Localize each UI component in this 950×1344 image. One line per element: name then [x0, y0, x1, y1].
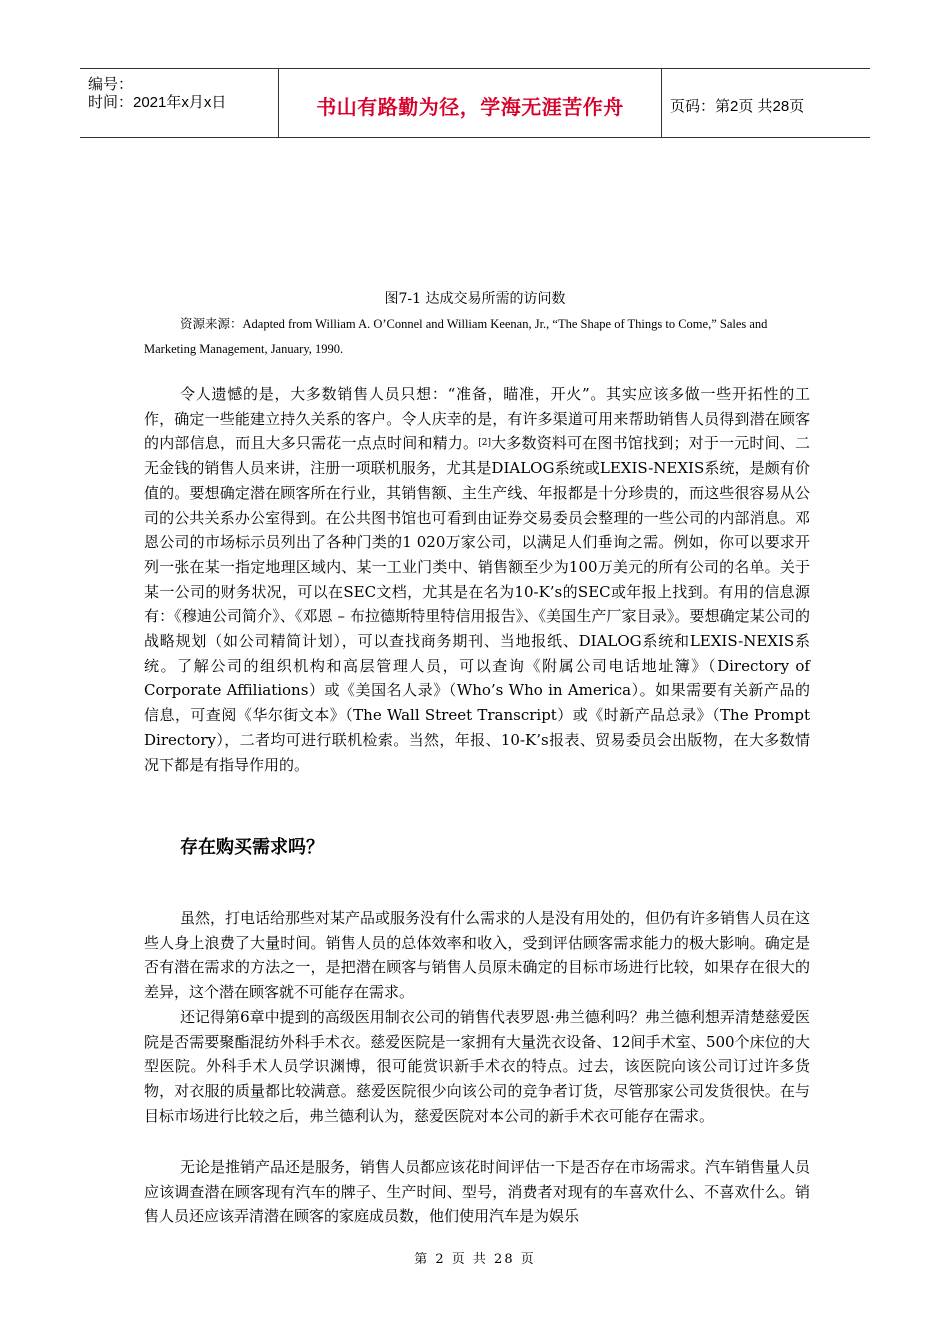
paragraph-example: 还记得第6章中提到的高级医用制衣公司的销售代表罗恩·弗兰德利吗？弗兰德利想弄清楚慈爱医院是否需要聚酯混纺外科手术衣。慈爱医院是一家拥有大量洗衣设备、12间手术室、500个床位的大型医院。外科手术人员学识渊博，很可能赏识新手术衣的特点。过去，该医院向该公司订过许多货物，对衣服的质量都比较满意。慈爱医院很少向该公司的竞争者订货，尽管那家公司发货很快。在与目标市场进行比较之后，弗兰德利认为，慈爱医院对本公司的新手术衣可能存在需求。	[144, 1008, 810, 1125]
paragraph-text: 令人遗憾的是，大多数销售人员只想：“准备，瞄准，开火”。其实应该多做一些开拓性的工作，确定一些能建立持久关系的客户。令人庆幸的是，有许多渠道可用来帮助销售人员得到潜在顾客的内部信息，而且大多只需花一点点时间和精力。	[144, 385, 810, 453]
serial-number-label: 编号：	[88, 76, 134, 93]
motto-text: 书山有路勤为径，学海无涯苦作舟	[316, 95, 624, 119]
page-header	[80, 68, 870, 138]
date-label: 时间：2021年x月x日	[88, 94, 227, 111]
reference-marker: [2]	[478, 438, 491, 449]
paragraph-need-assessment: 虽然，打电话给那些对某产品或服务没有什么需求的人是没有用处的，但仍有许多销售人员在这些人身上浪费了大量时间。销售人员的总体效率和收入，受到评估顾客需求能力的极大影响。确定是否有潜在需求的方法之一，是把潜在顾客与销售人员原未确定的目标市场进行比较，如果存在很大的差异，这个潜在顾客就不可能存在需求。	[144, 909, 811, 1002]
header-page-cell	[662, 69, 870, 137]
paragraph-prospect-research	[144, 382, 810, 777]
page-number-info: 页码：第2页 共28页	[670, 98, 805, 115]
figure-source: 资源来源：Adapted from William A. O’Connel and William Keenan, Jr., “The Shape of Things to Come,” Sales and Marketing Management, January, 1990.	[144, 317, 768, 356]
header-motto-cell	[279, 69, 662, 137]
figure-caption: 图7-1 达成交易所需的访问数	[384, 291, 566, 307]
page-footer: 第 2 页 共 28 页	[414, 1252, 536, 1267]
paragraph-text: 大多数资料可在图书馆找到；对于一元时间、二无金钱的销售人员来讲，注册一项联机服务，尤其是DIALOG系统或LEXIS-NEXIS系统，是颇有价值的。要想确定潜在顾客所在行业，其销售额、主生产线、年报都是十分珍贵的，而这些很容易从公司的公共关系办公室得到。在公共图书馆也可看到由证券交易委员会整理的一些公司的内部消息。邓恩公司的市场标示员列出了各种门类的1 020万家公司，以满足人们垂询之需。例如，你可以要求开列一张在某一指定地理区域内、某一工业门类中、销售额至少为100万美元的所有公司的名单。关于某一公司的财务状况，可以在SEC文档，尤其是在名为10-K’s的SEC或年报上找到。有用的信息源有：《穆迪公司简介》、《邓恩 – 布拉德斯特里特信用报告》、《美国生产厂家目录》。要想确定某公司的战略规划（如公司精简计划），可以查找商务期刊、当地报纸、DIALOG系统和LEXIS-NEXIS系统。了解公司的组织机构和高层管理人员，可以查询《附属公司电话地址簿》（Directory of Corporate Affiliations）或《美国名人录》（Who’s Who in America）。如果需要有关新产品的信息，可查阅《华尔街文本》（The Wall Street Transcript）或《时新产品总录》（The Prompt Directory），二者均可进行联机检索。当然，年报、10-K’s报表、贸易委员会出版物，在大多数情况下都是有指导作用的。	[144, 434, 810, 774]
header-meta-cell	[80, 69, 279, 137]
paragraph-market-need: 无论是推销产品还是服务，销售人员都应该花时间评估一下是否存在市场需求。汽车销售量人员应该调查潜在顾客现有汽车的牌子、生产时间、型号，消费者对现有的车喜欢什么、不喜欢什么。销售人员还应该弄清潜在顾客的家庭成员数，他们使用汽车是为娱乐	[144, 1158, 811, 1226]
section-heading: 存在购买需求吗？	[180, 837, 324, 858]
